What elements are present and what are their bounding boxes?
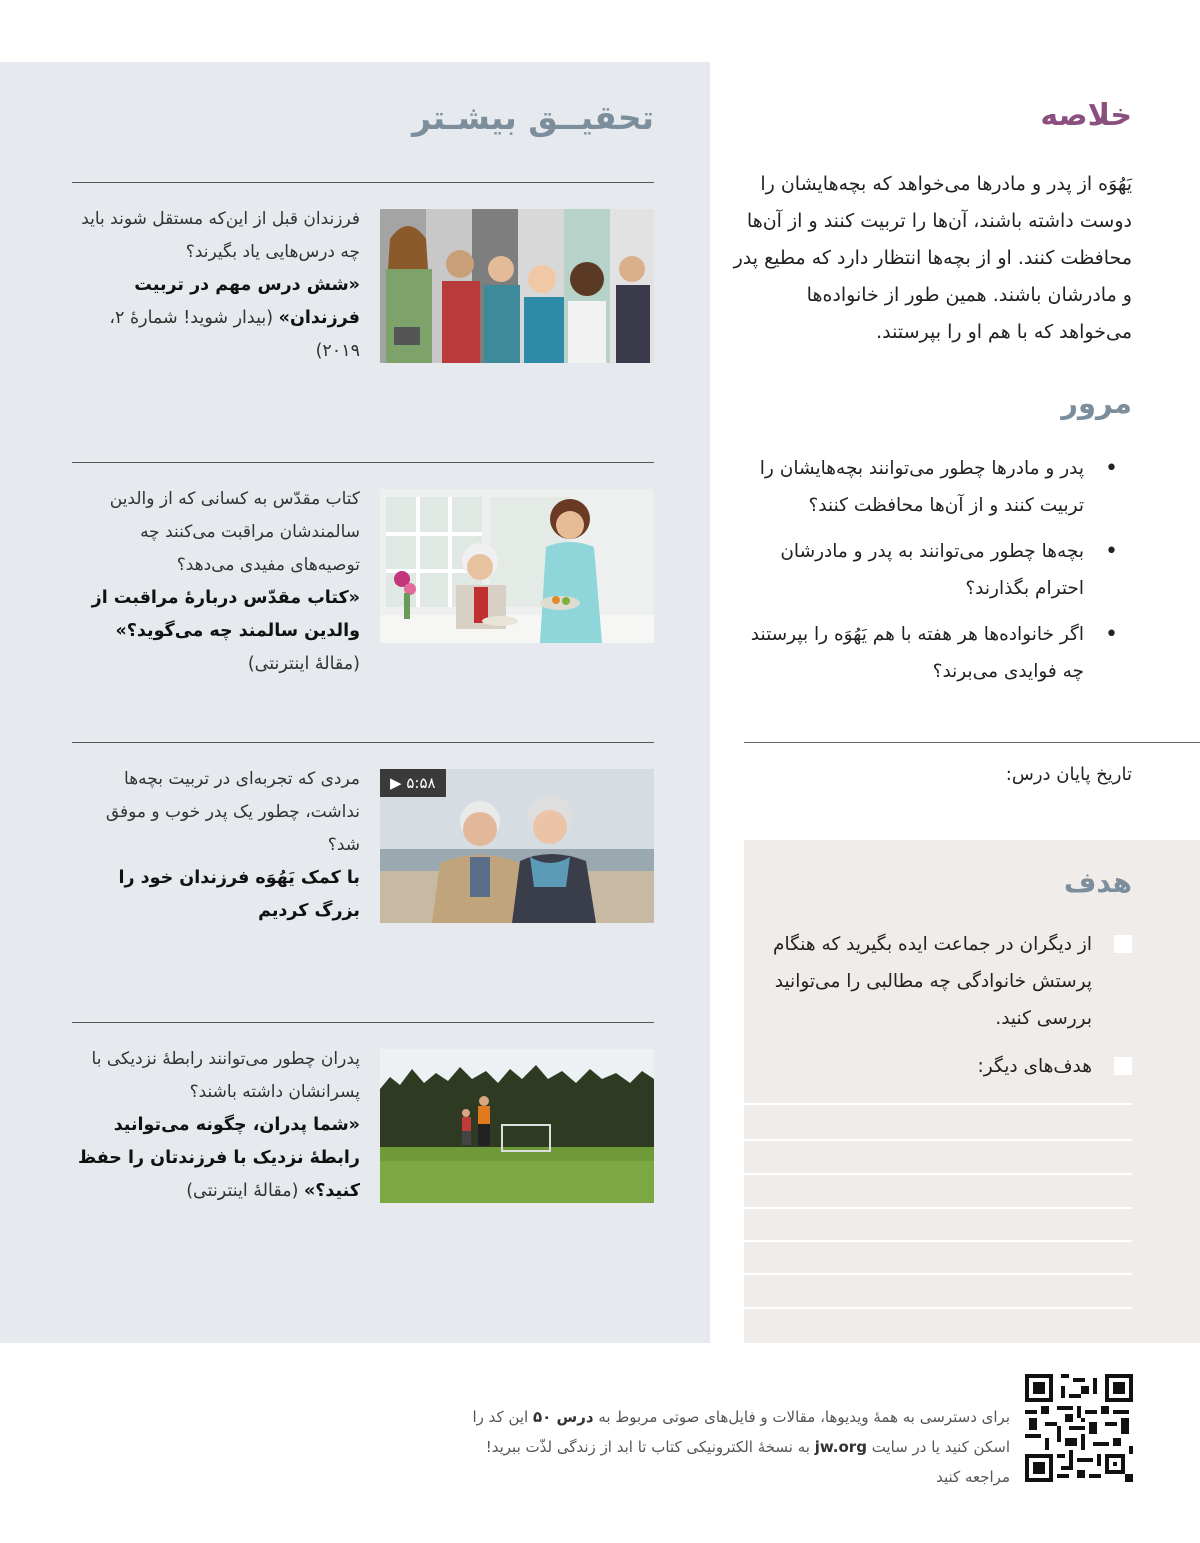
writing-line[interactable] (744, 1307, 1132, 1309)
research-question: فرزندان قبل از این‌که مستقل شوند باید چه درس‌هایی یاد بگیرند؟ (81, 209, 360, 262)
goal-item: از دیگران در جماعت ایده بگیرید که هنگام پرستش خانوادگی چه مطالبی را می‌توانید بررسی کنید. (732, 926, 1132, 1037)
writing-line[interactable] (744, 1173, 1132, 1175)
research-question: مردی که تجربه‌ای در تربیت بچه‌ها نداشت، چطور یک پدر خوب و موفق شد؟ (105, 769, 360, 855)
research-source: (مقالهٔ اینترنتی) (247, 654, 360, 674)
research-item[interactable] (72, 769, 654, 929)
summary-title: خلاصه (1040, 98, 1132, 133)
writing-line[interactable] (744, 1103, 1132, 1105)
goal-item: هدف‌های دیگر: (732, 1048, 1132, 1085)
divider (72, 1022, 654, 1023)
review-question: • اگر خانواده‌ها هر هفته با هم یَهُوَه را بپرستند چه فوایدی می‌برند؟ (732, 616, 1132, 690)
writing-line[interactable] (744, 1207, 1132, 1209)
research-item[interactable] (72, 209, 654, 369)
research-item[interactable] (72, 1049, 654, 1219)
goal-checkbox[interactable] (1114, 935, 1132, 953)
lesson-number: درس ۵۰ (533, 1408, 594, 1426)
completion-date-label: تاریخ پایان درس: (1005, 764, 1132, 785)
elderly-couple-photo[interactable] (380, 769, 654, 923)
book-title: تا ابد از زندگی لذّت ببرید! (485, 1438, 647, 1456)
research-title: تحقیــق بیشـتر (412, 98, 654, 137)
further-research-panel (0, 62, 710, 1343)
review-question: • بچه‌ها چطور می‌توانند به پدر و مادرشان احترام بگذارند؟ (732, 533, 1132, 607)
research-source: (بیدار شوید! شمارهٔ ۲، ۲۰۱۹) (109, 308, 360, 361)
research-question: کتاب مقدّس به کسانی که از والدین سالمندشان مراقبت می‌کنند چه توصیه‌های مفیدی می‌دهد؟ (109, 489, 360, 575)
writing-line[interactable] (744, 1273, 1132, 1275)
divider (72, 462, 654, 463)
review-question: • پدر و مادرها چطور می‌توانند بچه‌هایشان را تربیت کنند و از آن‌ها محافظت کنند؟ (732, 450, 1132, 524)
review-list (732, 450, 1132, 699)
research-link-title[interactable]: با کمک یَهُوَه فرزندان خود را بزرگ کردیم (118, 868, 360, 921)
research-question: پدران چطور می‌توانند رابطهٔ نزدیکی با پسرانشان داشته باشند؟ (91, 1049, 360, 1102)
footer-note: برای دسترسی به همهٔ ویدیوها، مقالات و فایل‌های صوتی مربوط به درس ۵۰ این کد را اسکن کنید یا در سایت jw.org به نسخهٔ الکترونیکی کتاب تا ابد از زندگی لذّت ببرید! مراجعه کنید (472, 1408, 1010, 1486)
research-link-title[interactable]: «کتاب مقدّس دربارهٔ مراقبت از والدین سالمند چه می‌گوید؟» (مقالهٔ اینترنتی) (91, 588, 360, 674)
review-title: مرور (1061, 386, 1132, 420)
divider (72, 742, 654, 743)
divider (72, 182, 654, 183)
soccer-field-photo[interactable] (380, 1049, 654, 1203)
writing-line[interactable] (744, 1240, 1132, 1242)
divider (744, 742, 1200, 743)
goal-title: هدف (1063, 866, 1132, 899)
research-source: (مقالهٔ اینترنتی) (186, 1181, 304, 1201)
qr-code-icon[interactable] (1025, 1374, 1133, 1482)
writing-line[interactable] (744, 1139, 1132, 1141)
children-photo[interactable] (380, 209, 654, 363)
research-item[interactable] (72, 489, 654, 689)
goal-box (744, 840, 1200, 1343)
research-link-title[interactable]: «شش درس مهم در تربیت فرزندان» (بیدار شوید! شمارهٔ ۲، ۲۰۱۹) (109, 275, 360, 361)
research-link-title[interactable]: «شما پدران، چگونه می‌توانید رابطهٔ نزدیک با فرزندتان را حفظ کنید؟» (مقالهٔ اینترنتی) (77, 1115, 360, 1201)
goal-checkbox[interactable] (1114, 1057, 1132, 1075)
site-link[interactable]: jw.org (814, 1438, 867, 1456)
elderly-care-photo[interactable] (380, 489, 654, 643)
video-duration-badge: ▶ ۵:۵۸ (380, 769, 446, 797)
play-icon: ▶ (390, 774, 402, 792)
summary-text: یَهُوَه از پدر و مادرها می‌خواهد که بچه‌هایشان را دوست داشته باشند، آن‌ها را تربیت کنند و از آن‌ها محافظت کنند. او از بچه‌ها انتظار دارد که مطیع پدر و مادرشان باشند. همین طور از خانواده‌ها می‌خواهد که با هم او را بپرستند. (733, 173, 1132, 343)
